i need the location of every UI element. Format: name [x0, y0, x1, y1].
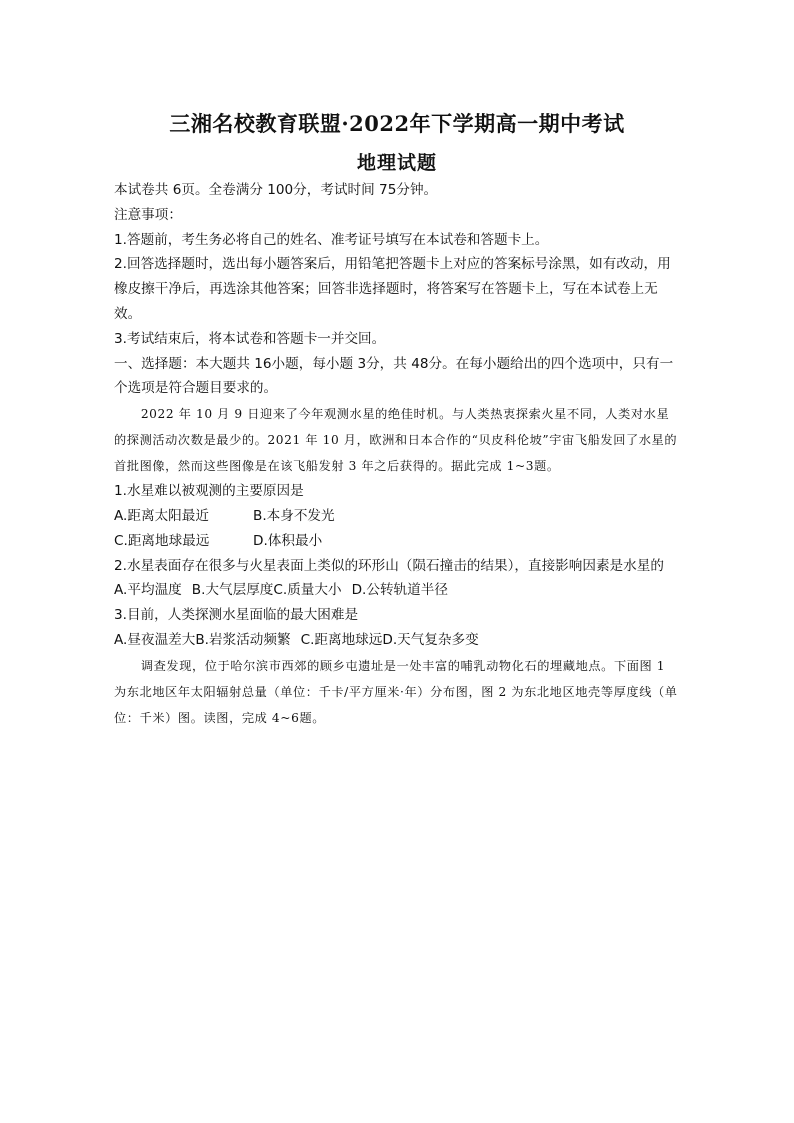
subject-title: 地理试题: [356, 152, 437, 174]
question-options: [114, 529, 682, 554]
question-options: [114, 628, 682, 653]
option-d: D.天气复杂多变: [382, 631, 479, 648]
question-stem: 2.水星表面存在很多与火星表面上类似的环形山（陨石撞击的结果），直接影响因素是水星的: [114, 557, 664, 574]
exam-title: 三湘名校教育联盟·2022年下学期高一期中考试: [169, 111, 625, 136]
note-item: 3.考试结束后，将本试卷和答题卡一并交回。: [114, 330, 386, 347]
option-c: C.距离地球最远: [114, 532, 210, 549]
option-b: B.大气层厚度: [191, 582, 274, 599]
question-options: [114, 504, 682, 529]
question-stem: 1.水星难以被观测的主要原因是: [114, 483, 304, 500]
note-item: 1.答题前，考生务必将自己的姓名、准考证号填写在本试卷和答题卡上。: [114, 231, 549, 248]
option-b: B.本身不发光: [253, 507, 335, 524]
option-b: B.岩浆活动频繁: [195, 631, 291, 648]
option-a: A.平均温度: [114, 582, 182, 599]
option-a: A.距离太阳最近: [114, 507, 209, 524]
section-heading: 一、选择题：本大题共 16小题，每小题 3分，共 48分。在每小题给出的四个选项中，只有一个选项是符合题目要求的。: [114, 355, 674, 397]
passage-harbin: 调查发现，位于哈尔滨市西郊的顾乡屯遗址是一处丰富的哺乳动物化石的埋藏地点。下面图 1 为东北地区年太阳辐射总量（单位：千卡/平方厘米·年）分布图，图 2 为东北地区地壳等厚度线（单位：千米）图。读图，完成 4~6题。: [114, 658, 678, 725]
exam-body: [114, 178, 682, 731]
question-stem: 3.目前，人类探测水星面临的最大困难是: [114, 607, 359, 624]
passage-mercury: 2022 年 10 月 9 日迎来了今年观测水星的绝佳时机。与人类热衷探索火星不同，人类对水星的探测活动次数是最少的。2021 年 10 月，欧洲和日本合作的“贝皮科伦坡”宇宙飞船发回了水星的首批图像，然而这些图像是在该飞船发射 3 年之后获得的。据此完成 1~3题。: [114, 407, 678, 474]
option-d: D.体积最小: [253, 532, 323, 549]
exam-summary: 本试卷共 6页。全卷满分 100分，考试时间 75分钟。: [114, 182, 438, 198]
option-c: C.距离地球远: [300, 631, 383, 648]
option-d: D.公转轨道半径: [351, 582, 448, 599]
question-options: [114, 578, 682, 603]
note-item: 2.回答选择题时，选出每小题答案后，用铅笔把答题卡上对应的答案标号涂黑，如有改动，用橡皮擦干净后，再选涂其他答案；回答非选择题时，将答案写在答题卡上，写在本试卷上无效。: [114, 256, 671, 322]
option-c: C.质量大小: [273, 582, 342, 599]
option-a: A.昼夜温差大: [114, 631, 196, 648]
notes-heading: 注意事项：: [114, 206, 182, 223]
